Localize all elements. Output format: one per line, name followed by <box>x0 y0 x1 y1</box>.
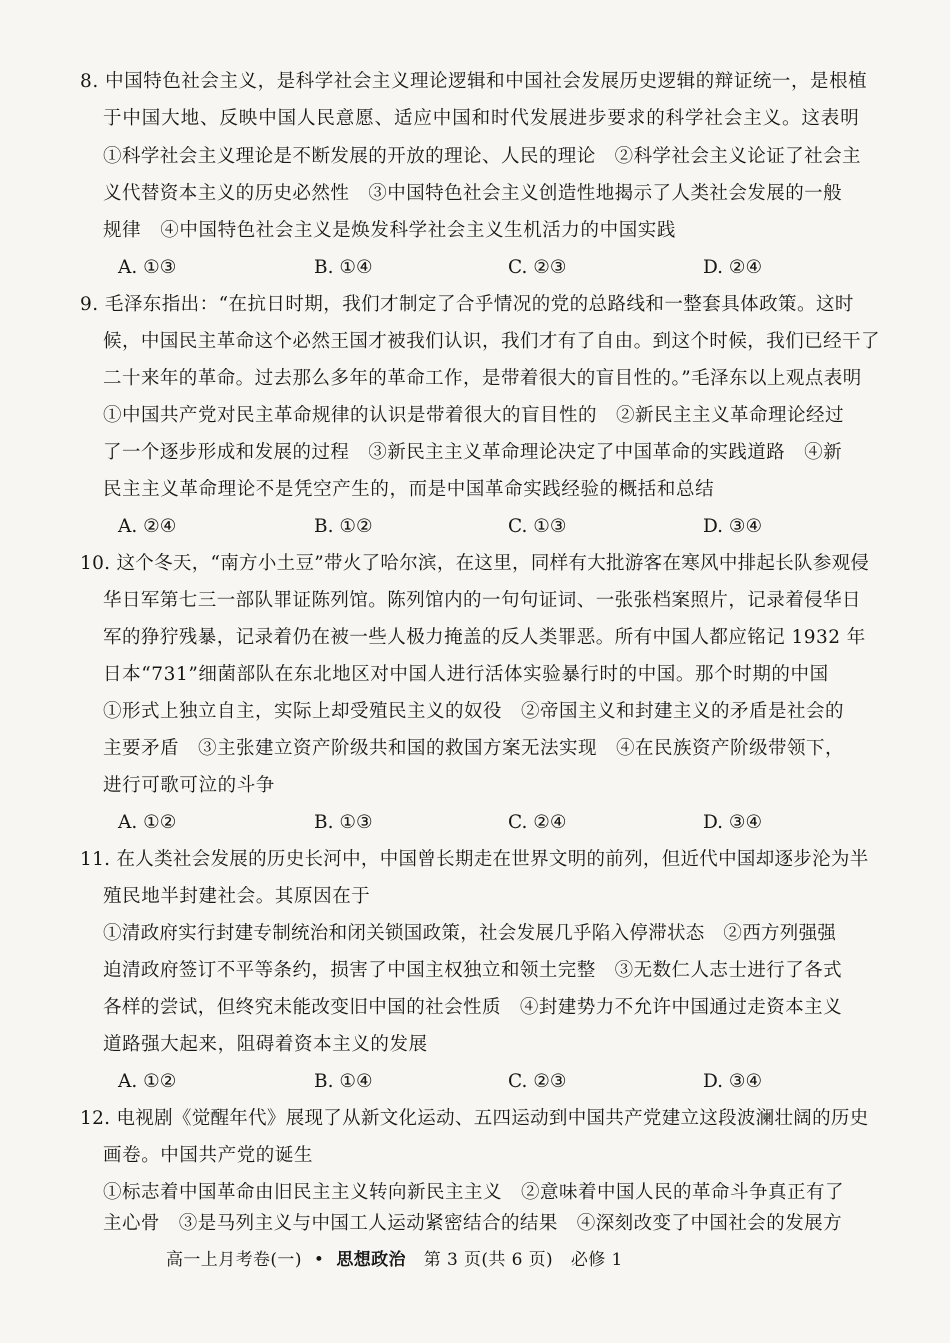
option-c: C. ②③ <box>508 257 567 278</box>
option-b: B. ①④ <box>314 1071 373 1092</box>
question-text-line: 于中国大地、反映中国人民意愿、适应中国和时代发展进步要求的科学社会主义。这表明 <box>103 108 860 129</box>
question-text-line: 主心骨 ③是马列主义与中国工人运动紧密结合的结果 ④深刻改变了中国社会的发展方 <box>103 1213 843 1234</box>
question-text-line: 11. 在人类社会发展的历史长河中，中国曾长期走在世界文明的前列，但近代中国却逐步沦为半 <box>80 849 869 870</box>
page-number: 第 3 页(共 6 页) <box>423 1250 554 1270</box>
course-name: 必修 1 <box>570 1250 623 1270</box>
question-text-line: 日本“731”细菌部队在东北地区对中国人进行活体实验暴行时的中国。那个时期的中国 <box>103 664 829 685</box>
option-a: A. ①② <box>118 1071 177 1092</box>
option-a: A. ②④ <box>118 516 177 537</box>
question-text-line: 殖民地半封建社会。其原因在于 <box>103 886 371 907</box>
option-a: A. ①② <box>118 812 177 833</box>
option-b: B. ①③ <box>314 812 373 833</box>
question-text-line: 候，中国民主革命这个必然王国才被我们认识，我们才有了自由。到这个时候，我们已经干了 <box>103 331 880 352</box>
option-b: B. ①② <box>314 516 373 537</box>
question-text-line: ①形式上独立自主，实际上却受殖民主义的奴役 ②帝国主义和封建主义的矛盾是社会的 <box>103 701 845 722</box>
page-footer <box>166 1248 635 1272</box>
question-text-line: 义代替资本主义的历史必然性 ③中国特色社会主义创造性地揭示了人类社会发展的一般 <box>103 183 843 204</box>
option-b: B. ①④ <box>314 257 373 278</box>
question-text-line: 12. 电视剧《觉醒年代》展现了从新文化运动、五四运动到中国共产党建立这段波澜壮阔的历史 <box>80 1108 869 1129</box>
question-text-line: 道路强大起来，阻碍着资本主义的发展 <box>103 1034 428 1055</box>
question-text-line: 规律 ④中国特色社会主义是焕发科学社会主义生机活力的中国实践 <box>103 220 677 241</box>
question-text-line: ①标志着中国革命由旧民主主义转向新民主主义 ②意味着中国人民的革命斗争真正有了 <box>103 1182 845 1203</box>
option-d: D. ③④ <box>703 516 763 537</box>
question-text-line: 各样的尝试，但终究未能改变旧中国的社会性质 ④封建势力不允许中国通过走资本主义 <box>103 997 843 1018</box>
question-text-line: ①清政府实行封建专制统治和闭关锁国政策，社会发展几乎陷入停滞状态 ②西方列强强 <box>103 923 837 944</box>
question-text-line: 二十来年的革命。过去那么多年的革命工作，是带着很大的盲目性的。”毛泽东以上观点表明 <box>103 368 862 389</box>
question-text-line: 画卷。中国共产党的诞生 <box>103 1145 314 1166</box>
option-c: C. ①③ <box>508 516 567 537</box>
option-c: C. ②④ <box>508 812 567 833</box>
question-text-line: 了一个逐步形成和发展的过程 ③新民主主义革命理论决定了中国革命的实践道路 ④新 <box>103 442 843 463</box>
option-d: D. ③④ <box>703 1071 763 1092</box>
option-c: C. ②③ <box>508 1071 567 1092</box>
subject-name: 思想政治 <box>336 1250 406 1270</box>
option-a: A. ①③ <box>118 257 177 278</box>
question-text-line: 进行可歌可泣的斗争 <box>103 775 275 796</box>
question-text-line: ①科学社会主义理论是不断发展的开放的理论、人民的理论 ②科学社会主义论证了社会主 <box>103 146 862 167</box>
question-text-line: ①中国共产党对民主革命规律的认识是带着很大的盲目性的 ②新民主主义革命理论经过 <box>103 405 845 426</box>
question-text-line: 9. 毛泽东指出：“在抗日时期，我们才制定了合乎情况的党的总路线和一整套具体政策。这时 <box>80 294 854 315</box>
question-text-line: 华日军第七三一部队罪证陈列馆。陈列馆内的一句句证词、一张张档案照片，记录着侵华日 <box>103 590 862 611</box>
footer-separator: • <box>313 1250 325 1270</box>
question-text-line: 迫清政府签订不平等条约，损害了中国主权独立和领土完整 ③无数仁人志士进行了各式 <box>103 960 843 981</box>
option-d: D. ③④ <box>703 812 763 833</box>
question-text-line: 军的狰狞残暴，记录着仍在被一些人极力掩盖的反人类罪恶。所有中国人都应铭记 1932 年 <box>103 627 866 648</box>
question-text-line: 主要矛盾 ③主张建立资产阶级共和国的救国方案无法实现 ④在民族资产阶级带领下， <box>103 738 845 759</box>
option-d: D. ②④ <box>703 257 763 278</box>
exam-title: 高一上月考卷(一) <box>166 1250 302 1270</box>
question-text-line: 8. 中国特色社会主义，是科学社会主义理论逻辑和中国社会发展历史逻辑的辩证统一，是根植 <box>80 71 868 92</box>
question-text-line: 民主主义革命理论不是凭空产生的，而是中国革命实践经验的概括和总结 <box>103 479 715 500</box>
question-text-line: 10. 这个冬天，“南方小土豆”带火了哈尔滨，在这里，同样有大批游客在寒风中排起长队参观侵 <box>80 553 870 574</box>
